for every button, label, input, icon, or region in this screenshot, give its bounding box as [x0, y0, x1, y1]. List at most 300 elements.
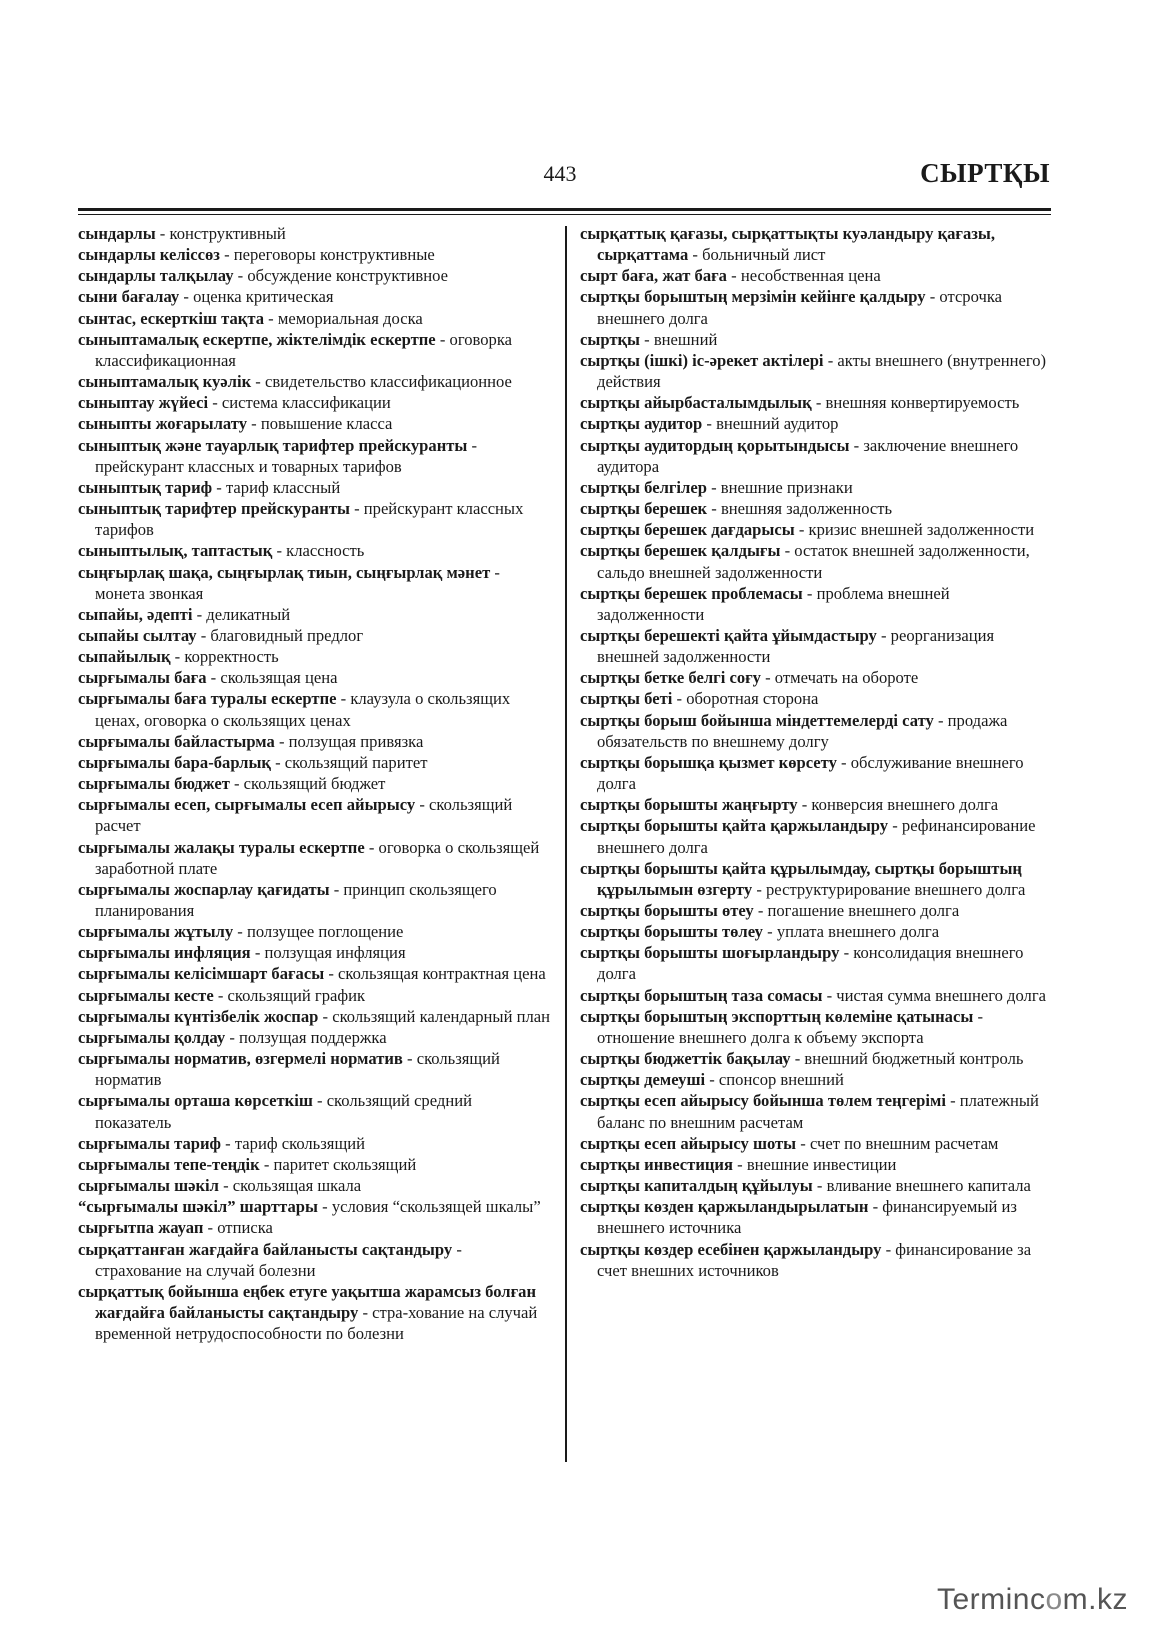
dictionary-entry [580, 1133, 1052, 1154]
entry-translation: внешние инвестиции [746, 1154, 897, 1174]
dictionary-entry [580, 710, 1052, 752]
dictionary-entry [78, 392, 550, 413]
entry-term: сыпайылық [78, 647, 171, 667]
entry-term: сыртқы борышты қайта құрылымдау, сыртқы борыштың құрылымын өзгерту [580, 858, 1022, 899]
entry-separator: - [760, 668, 775, 688]
entry-separator: - [324, 964, 338, 984]
entry-separator: - [251, 372, 265, 392]
entry-term: сыртқы борышты төлеу [580, 922, 763, 942]
section-header: СЫРТҚЫ [920, 158, 1050, 188]
entry-translation: оговорка о скользящей заработной плате [95, 837, 540, 878]
entry-translation: паритет скользящий [273, 1154, 417, 1174]
dictionary-entry [78, 646, 550, 667]
entry-separator: - [753, 901, 768, 920]
entry-separator: - [415, 795, 430, 815]
entry-separator: - [318, 1006, 333, 1026]
entry-translation: ползущая привязка [288, 731, 424, 751]
entry-translation: реорганизация внешней задолженности [597, 625, 995, 667]
entry-term: сыртқы [580, 329, 640, 349]
entry-translation: несобственная цена [740, 266, 881, 286]
entry-separator: - [329, 879, 344, 899]
dictionary-entry [580, 752, 1052, 794]
watermark-logo-o: o [1045, 1583, 1063, 1616]
dictionary-entry [78, 223, 550, 244]
entry-separator: - [933, 710, 948, 730]
entry-translation: внешняя задолженность [720, 499, 893, 519]
entry-translation: внешняя конвертируемость [825, 393, 1020, 413]
dictionary-entry [580, 1048, 1052, 1069]
entry-translation: заключение внешнего аудитора [597, 435, 1019, 476]
dictionary-entry [78, 329, 550, 371]
header-rule-thin [78, 214, 1051, 215]
dictionary-entry [78, 308, 550, 329]
entry-term: сырғымалы жоспарлау қағидаты [78, 879, 330, 899]
entry-separator: - [364, 837, 379, 857]
entry-term: сындарлы талқылау [78, 266, 234, 286]
entry-separator: - [358, 1302, 373, 1322]
dictionary-entry [580, 583, 1052, 625]
entry-term: сыни бағалау [78, 287, 180, 307]
entry-translation: скользящий паритет [284, 752, 428, 772]
entry-separator: - [208, 393, 222, 413]
entry-translation: продажа обязательств по внешнему долгу [597, 710, 1008, 751]
entry-term: сыртқы борыштың таза сомасы [580, 985, 823, 1005]
entry-separator: - [264, 308, 278, 328]
dictionary-entry [580, 477, 1052, 498]
entry-separator: - [233, 922, 247, 942]
entry-term: сырғымалы бюджет [78, 774, 230, 794]
entry-term: сырғымалы баға [78, 668, 207, 688]
dictionary-entry [78, 1006, 550, 1027]
entry-term: сыртқы борышты жаңғырту [580, 795, 798, 815]
dictionary-entry [580, 1090, 1052, 1132]
entry-translation: монета звонкая [95, 583, 204, 603]
entry-separator: - [212, 477, 226, 497]
dictionary-entry [78, 1217, 550, 1238]
entry-term: сыртқы (ішкі) іс-әрекет актілері [580, 350, 824, 370]
entry-term: сырғымалы бара-барлық [78, 752, 271, 772]
dictionary-entry [580, 815, 1052, 857]
entry-translation: благовидный предлог [210, 625, 364, 645]
entry-term: сырғымалы келісімшарт бағасы [78, 964, 325, 984]
entry-term: сындарлы [78, 224, 156, 243]
entry-separator: - [336, 689, 351, 709]
entry-separator: - [219, 245, 234, 265]
dictionary-entry [580, 942, 1052, 984]
dictionary-entry [78, 963, 550, 984]
entry-term: сыныптамалық ескертпе, жіктелімдік ескертпе [78, 329, 436, 349]
entry-translation: прейскурант классных и товарных тарифов [95, 456, 402, 476]
entry-term: сыныптық және тауарлық тарифтер прейскуранты [78, 435, 468, 455]
entry-term: сыртқы берешек қалдығы [580, 541, 781, 561]
watermark-text-start: Terminc [936, 1583, 1046, 1616]
entry-separator: - [640, 329, 654, 349]
entry-term: сыртқы берешек дағдарысы [580, 520, 795, 540]
dictionary-entry [78, 413, 550, 434]
dictionary-entry [580, 435, 1052, 477]
entry-translation: мемориальная доска [277, 308, 423, 328]
entry-term: сыпайы, әдепті [78, 604, 193, 624]
entry-separator: - [179, 287, 194, 307]
entry-term: сыртқы көзден қаржыландырылатын [580, 1197, 869, 1217]
dictionary-entry [580, 265, 1052, 286]
entry-translation: спонсор внешний [718, 1070, 844, 1090]
entry-separator: - [170, 647, 185, 667]
entry-term: сыртқы борыш бойынша міндеттемелерді сату [580, 710, 934, 730]
entry-separator: - [836, 752, 851, 772]
entry-separator: - [839, 943, 854, 963]
entry-term: сырғымалы жалақы туралы ескертпе [78, 837, 365, 857]
entry-translation: ползущая поддержка [239, 1027, 387, 1047]
entry-translation: чистая сумма внешнего долга [836, 985, 1047, 1005]
entry-separator: - [796, 1133, 810, 1153]
dictionary-entry [78, 837, 550, 879]
entry-term: сырғымалы шәкіл [78, 1176, 219, 1196]
entry-separator: - [247, 414, 261, 434]
dictionary-entry [78, 562, 550, 604]
entry-separator: - [973, 1006, 983, 1026]
entry-term: сыртқы демеуші [580, 1070, 706, 1090]
dictionary-entry [78, 498, 550, 540]
dictionary-entry [78, 752, 550, 773]
dictionary-entry [78, 1281, 550, 1344]
right-column [580, 223, 1052, 1281]
entry-term: сыртқы есеп айырысу бойынша төлем теңгерімі [580, 1091, 946, 1111]
dictionary-entry [78, 921, 550, 942]
entry-translation: уплата внешнего долга [776, 922, 940, 942]
dictionary-entry [580, 350, 1052, 392]
dictionary-entry [580, 498, 1052, 519]
entry-separator: - [272, 541, 287, 561]
entry-term: сырғымалы байластырма [78, 731, 275, 751]
entry-translation: отношение внешнего долга к объему экспорта [597, 1027, 924, 1047]
left-column [78, 223, 550, 1344]
entry-separator: - [233, 266, 248, 286]
entry-translation: оборотная сторона [686, 689, 819, 709]
entry-term: сырғымалы баға туралы ескертпе [78, 689, 337, 709]
entry-translation: скользящий календарный план [332, 1006, 551, 1026]
entry-term: сыныптау жүйесі [78, 393, 209, 413]
dictionary-entry [78, 604, 550, 625]
dictionary-entry [580, 1239, 1052, 1281]
entry-term: сырқаттық бойынша еңбек етуге уақытша жарамсыз болған жағдайға байланысты сақтандыру [78, 1281, 537, 1322]
entry-term: сырқаттанған жағдайға байланысты сақтандыру [78, 1239, 453, 1259]
entry-separator: - [802, 583, 817, 603]
entry-term: сыртқы белгілер [580, 477, 707, 497]
header-rule-thick [78, 208, 1051, 211]
entry-separator: - [402, 1049, 417, 1069]
entry-translation: отмечать на обороте [774, 668, 919, 688]
entry-translation: больничный лист [702, 245, 826, 265]
entry-separator: - [811, 393, 826, 413]
entry-term: сыртқы капиталдың құйылуы [580, 1176, 813, 1196]
entry-separator: - [888, 816, 902, 836]
entry-separator: - [780, 541, 795, 561]
entry-translation: прейскурант классных тарифов [95, 499, 524, 540]
entry-separator: - [876, 625, 891, 645]
dictionary-entry [580, 625, 1052, 667]
entry-translation: классность [286, 541, 365, 561]
entry-separator: - [221, 1133, 235, 1153]
entry-separator: - [688, 245, 703, 265]
entry-translation: условия “скользящей шкалы” [331, 1197, 541, 1217]
entry-separator: - [250, 943, 265, 963]
entry-separator: - [490, 562, 500, 582]
dictionary-entry [580, 1196, 1052, 1238]
entry-separator: - [797, 795, 812, 815]
entry-separator: - [925, 287, 940, 307]
entry-separator: - [881, 1239, 896, 1259]
entry-term: сыртқы беті [580, 689, 673, 709]
entry-translation: принцип скользящего планирования [95, 879, 497, 920]
entry-term: сыныптамалық куәлік [78, 372, 252, 392]
site-watermark-logo [937, 1583, 1128, 1617]
entry-term: сырғымалы тепе-теңдік [78, 1154, 260, 1174]
entry-separator: - [706, 477, 721, 497]
entry-term: сыртқы айырбасталымдылық [580, 393, 812, 413]
column-divider [565, 226, 567, 1462]
entry-translation: обслуживание внешнего долга [597, 752, 1024, 794]
entry-translation: оценка критическая [193, 287, 334, 307]
entry-translation: финансируемый из внешнего источника [597, 1197, 1017, 1238]
entry-term: сырғымалы күнтізбелік жоспар [78, 1006, 319, 1026]
entry-term: сыртқы берешек проблемасы [580, 583, 803, 603]
entry-term: сыртқы борышты өтеу [580, 901, 754, 920]
entry-term: сырғымалы қолдау [78, 1027, 226, 1047]
entry-term: сыртқы борышты шоғырландыру [580, 943, 840, 963]
dictionary-entry [580, 1006, 1052, 1048]
entry-translation: счет по внешним расчетам [809, 1133, 999, 1153]
entry-translation: скользящая контрактная цена [338, 964, 546, 984]
entry-translation: скользящий норматив [95, 1049, 500, 1090]
dictionary-entry [78, 1175, 550, 1196]
entry-term: сындарлы келіссөз [78, 245, 220, 265]
entry-term: сыртқы бюджеттік бақылау [580, 1049, 791, 1069]
entry-translation: скользящий средний показатель [95, 1091, 472, 1132]
entry-term: сыртқы аудитор [580, 414, 703, 434]
dictionary-entry [78, 1154, 550, 1175]
entry-separator: - [225, 1027, 240, 1047]
dictionary-entry [78, 540, 550, 561]
dictionary-entry [580, 667, 1052, 688]
dictionary-entry [78, 879, 550, 921]
entry-term: сырғымалы кесте [78, 985, 214, 1005]
dictionary-entry [580, 540, 1052, 582]
entry-translation: система классификации [221, 393, 391, 413]
dictionary-entry [78, 731, 550, 752]
entry-separator: - [945, 1091, 960, 1111]
dictionary-entry [580, 1154, 1052, 1175]
entry-term: сыртқы есеп айырысу шоты [580, 1133, 797, 1153]
entry-term: сыныптылық, таптастық [78, 541, 273, 561]
entry-term: сырқаттық қағазы, сырқаттықты куәландыру қағазы, сырқаттама [580, 224, 996, 265]
entry-translation: проблема внешней задолженности [597, 583, 950, 624]
entry-separator: - [868, 1197, 883, 1217]
dictionary-entry [78, 794, 550, 836]
entry-translation: скользящий график [227, 985, 366, 1005]
dictionary-entry [580, 519, 1052, 540]
dictionary-entry [580, 223, 1052, 265]
dictionary-entry [580, 985, 1052, 1006]
entry-term: сыныпты жоғарылату [78, 414, 247, 434]
entry-separator: - [349, 499, 364, 519]
entry-translation: погашение внешнего долга [767, 901, 960, 920]
entry-separator: - [274, 731, 289, 751]
dictionary-entry [78, 625, 550, 646]
entry-term: сыныптық тарифтер прейскуранты [78, 499, 350, 519]
entry-separator: - [823, 350, 838, 370]
dictionary-entry [78, 942, 550, 963]
dictionary-entry [78, 1239, 550, 1281]
watermark-text-end: m.kz [1062, 1583, 1128, 1616]
entry-term: сыңғырлақ шақа, сыңғырлақ тиын, сыңғырлақ мәнет [78, 562, 491, 582]
entry-translation: скользящая цена [220, 668, 338, 688]
dictionary-entry [580, 900, 1052, 921]
dictionary-entry [78, 1196, 550, 1217]
dictionary-entry [580, 329, 1052, 350]
entry-separator: - [752, 879, 766, 899]
entry-term: сырт баға, жат баға [580, 266, 727, 286]
entry-translation: отсрочка внешнего долга [597, 287, 1002, 328]
entry-translation: оговорка классификационная [95, 329, 512, 370]
entry-translation: клаузула о скользящих ценах, оговорка о скользящих ценах [95, 689, 511, 730]
entry-separator: - [206, 668, 221, 688]
entry-term: сыртқы борыштың экспорттың көлеміне қатынасы [580, 1006, 974, 1026]
dictionary-entry [580, 392, 1052, 413]
entry-separator: - [270, 752, 285, 772]
dictionary-entry [78, 667, 550, 688]
dictionary-entry [78, 1090, 550, 1132]
entry-separator: - [672, 689, 687, 709]
entry-separator: - [702, 414, 717, 434]
entry-translation: переговоры конструктивные [233, 245, 435, 265]
entry-separator: - [790, 1049, 805, 1069]
entry-separator: - [705, 1070, 719, 1090]
entry-separator: - [259, 1154, 274, 1174]
entry-term: сырғытпа жауап [78, 1218, 204, 1238]
entry-term: сыртқы борышты қайта қаржыландыру [580, 816, 889, 836]
entry-term: сынтас, ескерткіш тақта [78, 308, 264, 328]
page-number: 443 [543, 161, 577, 186]
dictionary-entry [580, 413, 1052, 434]
entry-term: сырғымалы орташа көрсеткіш [78, 1091, 313, 1111]
entry-translation: повышение класса [260, 414, 393, 434]
entry-separator: - [732, 1154, 747, 1174]
entry-separator: - [707, 499, 721, 519]
entry-term: сыртқы берешекті қайта ұйымдастыру [580, 625, 877, 645]
dictionary-entry [580, 688, 1052, 709]
entry-translation: кризис внешней задолженности [808, 520, 1035, 540]
dictionary-entry [78, 265, 550, 286]
entry-translation: внешний бюджетный контроль [804, 1049, 1024, 1069]
entry-translation: свидетельство классификационное [264, 372, 512, 392]
dictionary-entry [78, 286, 550, 307]
dictionary-entry [580, 1175, 1052, 1196]
dictionary-entry [580, 794, 1052, 815]
entry-separator: - [196, 625, 211, 645]
entry-separator: - [467, 435, 478, 455]
entry-translation: финансирование за счет внешних источников [597, 1239, 1032, 1280]
entry-translation: скользящая шкала [232, 1176, 362, 1196]
entry-translation: внешние признаки [720, 477, 853, 497]
dictionary-entry [580, 286, 1052, 328]
entry-term: сырғымалы тариф [78, 1133, 222, 1153]
entry-term: сыртқы аудитордың қорытындысы [580, 435, 850, 455]
entry-separator: - [218, 1176, 233, 1196]
entry-translation: внешний [653, 329, 718, 349]
entry-translation: остаток внешней задолженности, сальдо внешней задолженности [597, 541, 1030, 582]
entry-term: “сырғымалы шәкіл” шарттары [78, 1197, 318, 1217]
entry-translation: отписка [217, 1218, 273, 1238]
entry-translation: обсуждение конструктивное [247, 266, 448, 286]
entry-separator: - [726, 266, 741, 286]
dictionary-entry [78, 688, 550, 730]
entry-term: сырғымалы жұтылу [78, 922, 234, 942]
entry-term: сырғымалы есеп, сырғымалы есеп айырысу [78, 795, 416, 815]
entry-translation: конструктивный [169, 224, 286, 243]
entry-translation: платежный баланс по внешним расчетам [597, 1091, 1039, 1132]
entry-separator: - [762, 922, 777, 942]
entry-translation: ползущая инфляция [264, 943, 406, 963]
dictionary-entry [580, 921, 1052, 942]
entry-translation: скользящий расчет [95, 795, 513, 836]
entry-separator: - [849, 435, 864, 455]
entry-term: сырғымалы инфляция [78, 943, 251, 963]
entry-term: сыртқы борышқа қызмет көрсету [580, 752, 837, 772]
entry-translation: консолидация внешнего долга [597, 943, 1024, 984]
entry-translation: тариф скользящий [234, 1133, 365, 1153]
entry-separator: - [812, 1176, 827, 1196]
entry-translation: внешний аудитор [716, 414, 839, 434]
entry-term: сыртқы берешек [580, 499, 708, 519]
entry-term: сыртқы бетке белгі соғу [580, 668, 761, 688]
dictionary-entry [78, 244, 550, 265]
entry-translation: вливание внешнего капитала [826, 1176, 1031, 1196]
entry-term: сырғымалы норматив, өзгермелі норматив [78, 1049, 403, 1069]
entry-term: сыртқы борыштың мерзімін кейінге қалдыру [580, 287, 926, 307]
entry-translation: реструктурирование внешнего долга [766, 879, 1026, 899]
dictionary-entry [78, 1048, 550, 1090]
entry-separator: - [794, 520, 809, 540]
dictionary-entry [78, 985, 550, 1006]
entry-separator: - [312, 1091, 327, 1111]
entry-separator: - [192, 604, 207, 624]
dictionary-entry [78, 1133, 550, 1154]
entry-translation: конверсия внешнего долга [811, 795, 999, 815]
entry-translation: стра-хование на случай временной нетрудоспособности по болезни [95, 1302, 538, 1344]
dictionary-entry [78, 1027, 550, 1048]
entry-translation: корректность [184, 647, 279, 667]
entry-separator: - [155, 224, 170, 243]
dictionary-entry [78, 773, 550, 794]
entry-translation: рефинансирование внешнего долга [597, 816, 1036, 857]
dictionary-entry [78, 371, 550, 392]
entry-separator: - [229, 774, 244, 794]
entry-term: сыныптық тариф [78, 477, 213, 497]
entry-separator: - [435, 329, 450, 349]
entry-separator: - [318, 1197, 332, 1217]
entry-separator: - [203, 1218, 218, 1238]
entry-separator: - [213, 985, 228, 1005]
dictionary-entry [580, 1069, 1052, 1090]
entry-term: сыртқы көздер есебінен қаржыландыру [580, 1239, 882, 1259]
dictionary-entry [580, 858, 1052, 900]
entry-term: сыпайы сылтау [78, 625, 197, 645]
entry-separator: - [452, 1239, 462, 1259]
entry-translation: акты внешнего (внутреннего) действия [597, 350, 1047, 392]
entry-separator: - [822, 985, 837, 1005]
entry-translation: ползущее поглощение [246, 922, 404, 942]
